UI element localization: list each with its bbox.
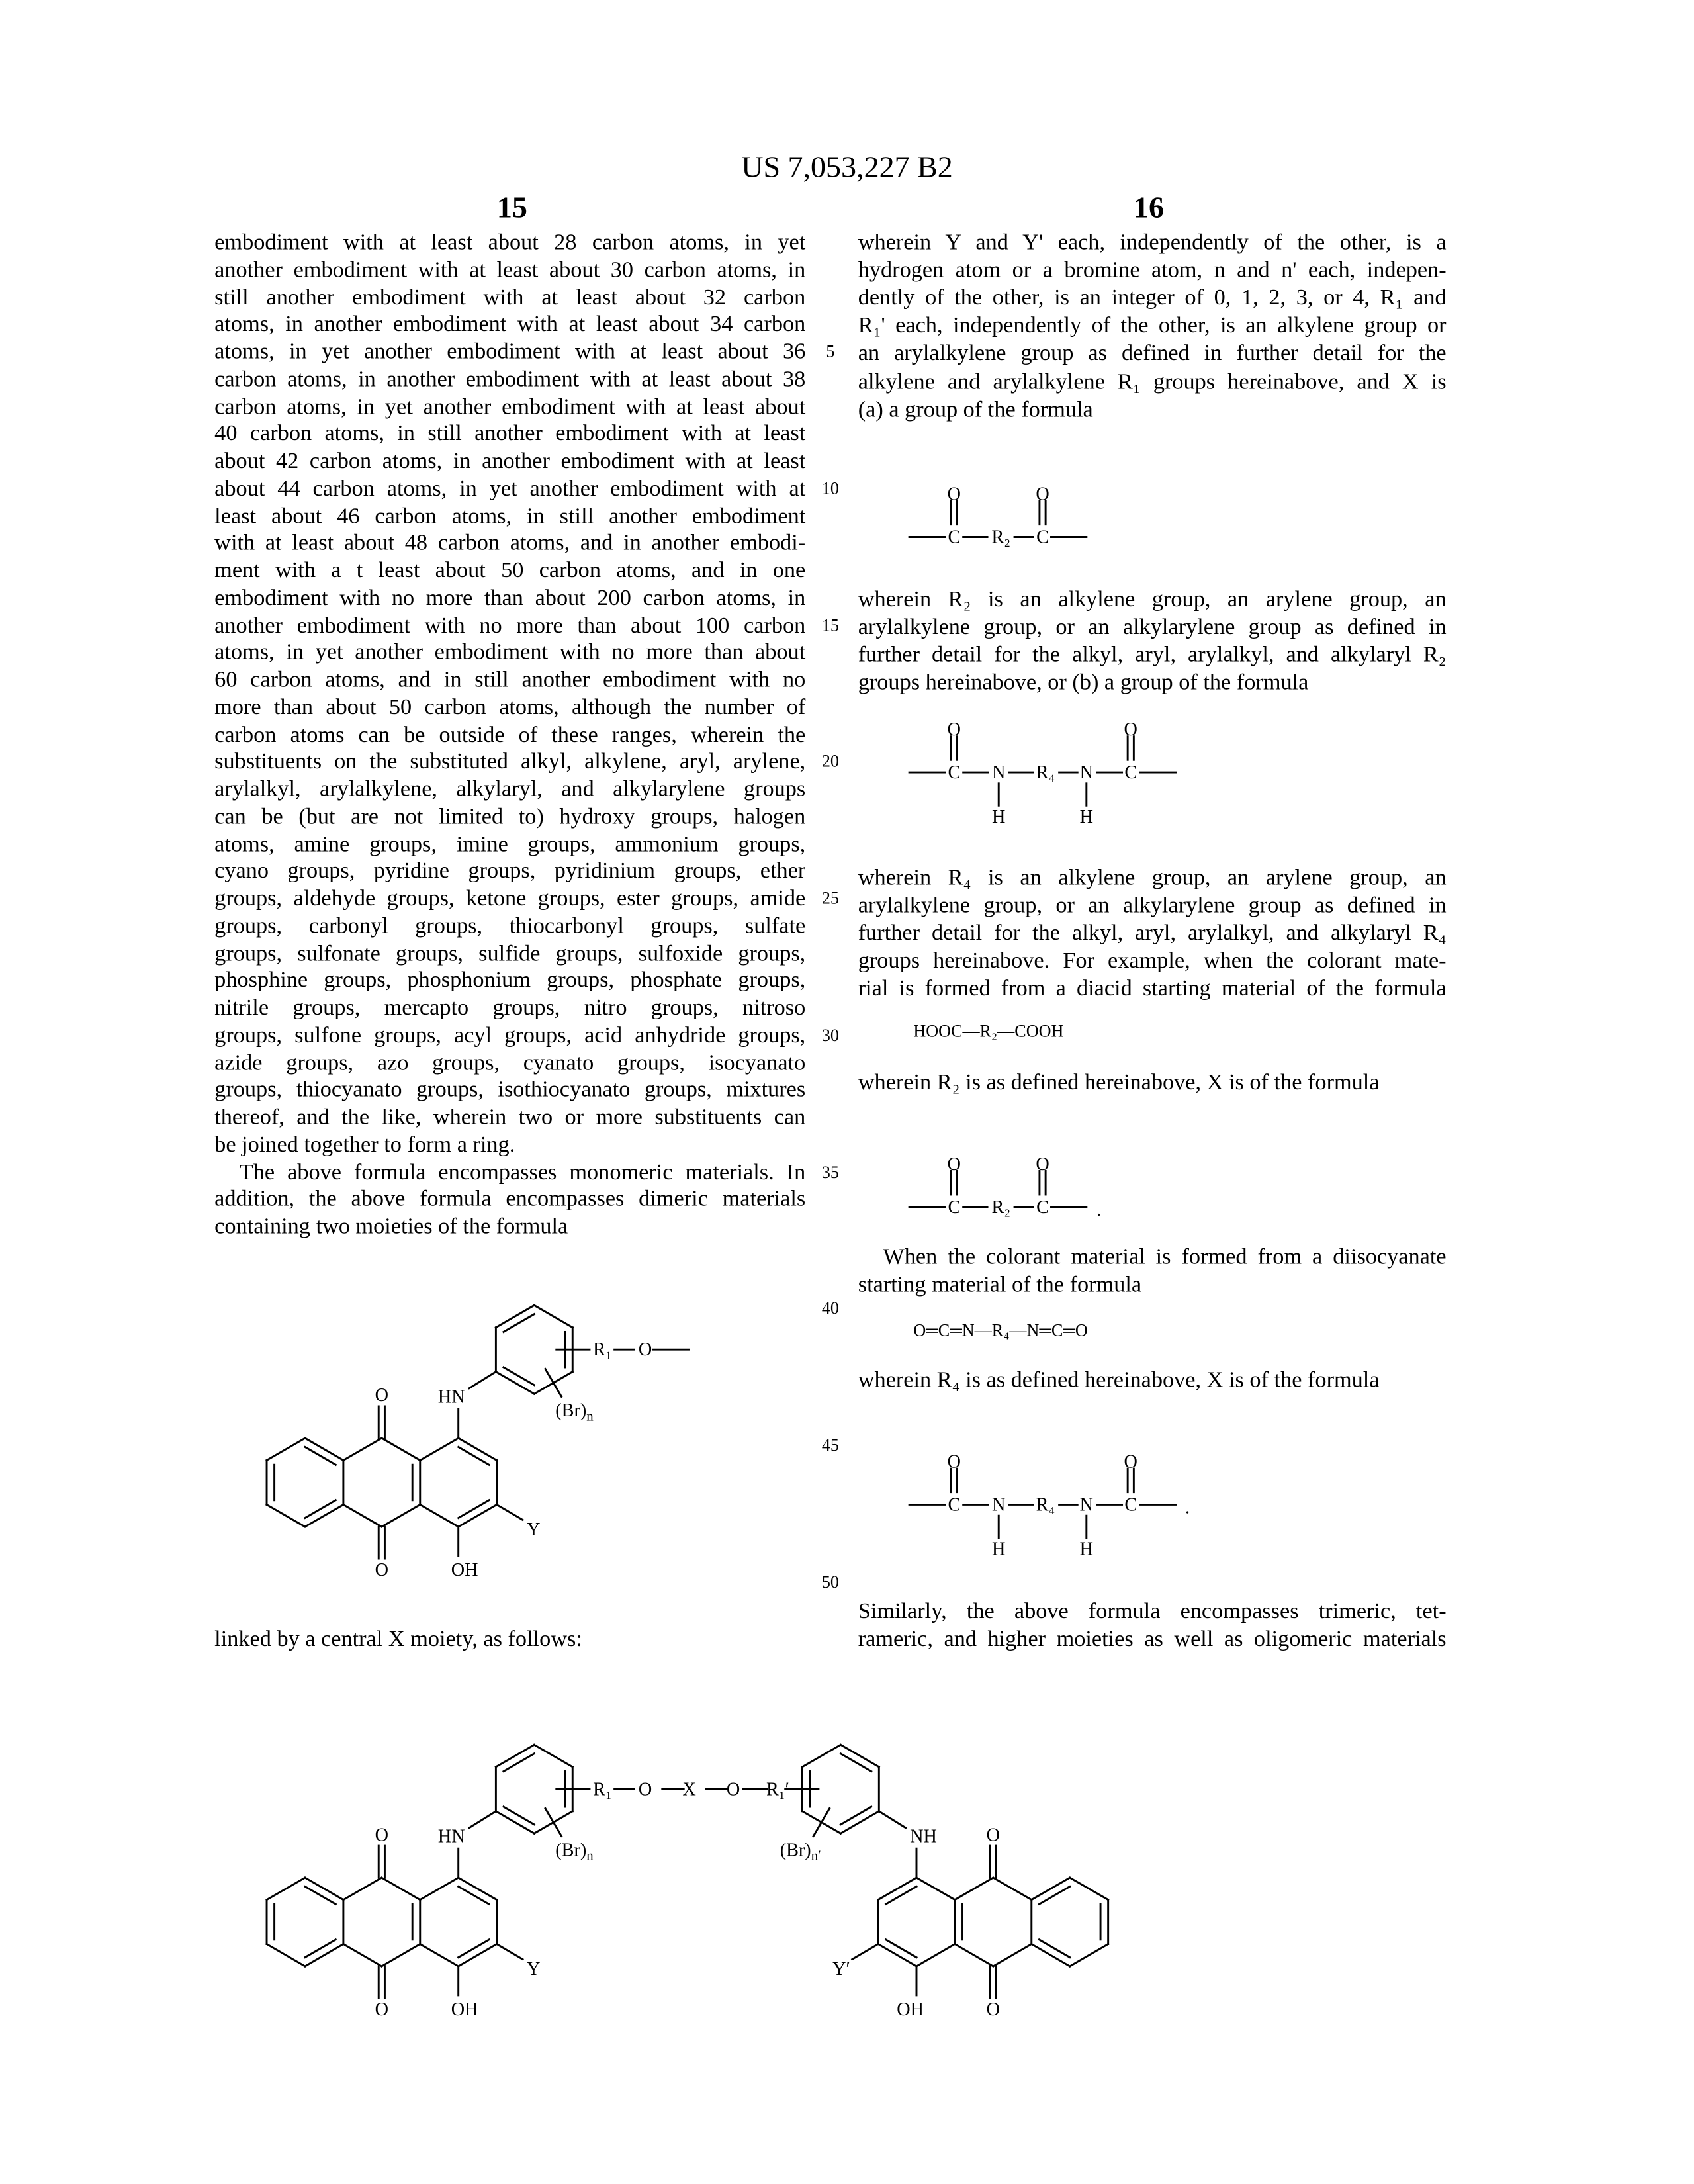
text-line: atoms, amine groups, imine groups, ammonium groups, xyxy=(214,830,805,858)
x-moiety-label-text: X xyxy=(682,1779,695,1799)
r1-prime-label xyxy=(766,1779,789,1799)
double-bond-line xyxy=(459,1447,489,1465)
ring-bond xyxy=(420,1944,459,1966)
text-line: R₁' each, independently of the other, is an alkylene group or xyxy=(858,312,1447,340)
text-line: groups, carbonyl groups, thiocarbonyl groups, sulfate xyxy=(214,912,805,940)
hydrogen-label-text: H xyxy=(992,1539,1005,1559)
r1-label xyxy=(593,1340,612,1360)
line-number: 5 xyxy=(826,342,834,361)
double-bond-line xyxy=(305,1500,335,1518)
carbon-label xyxy=(948,1197,960,1217)
text-line: 60 carbon atoms, and in still another embodiment with no xyxy=(214,666,805,694)
r4-label xyxy=(1036,1494,1055,1515)
text-line: arylalkylene group, or an alkylarylene group as defined in xyxy=(858,891,1447,919)
text-line: carbon atoms, in another embodiment with at least about 38 xyxy=(214,365,805,393)
text-line: cyano groups, pyridine groups, pyridinium groups, ether xyxy=(214,857,805,885)
bromine-label-text: (Br) xyxy=(555,1400,586,1421)
text-line: rameric, and higher moieties as well as oligomeric materials xyxy=(858,1625,1447,1653)
carbonyl-oxygen-label-text: O xyxy=(987,1825,1000,1845)
bromine-bond xyxy=(813,1809,829,1837)
carbonyl-oxygen-label-text: O xyxy=(948,719,961,740)
right-page-number: 16 xyxy=(1134,190,1164,226)
text-line: wherein R₂ is an alkylene group, an arylene group, an xyxy=(858,586,1447,614)
ether-oxygen-label xyxy=(639,1340,652,1360)
r2-label-text: R₂ xyxy=(991,1197,1010,1217)
ring-bond xyxy=(267,1878,305,1899)
text-line: carbon atoms, in yet another embodiment with at least about xyxy=(214,392,805,420)
double-bond-line xyxy=(886,1887,916,1905)
bromine-label-subscript: n xyxy=(586,1408,594,1424)
carbon-label xyxy=(1036,1197,1049,1217)
text-line: wherein R₄ is an alkylene group, an arylene group, an xyxy=(858,864,1447,891)
text-line: substituents on the substituted alkyl, alkylene, aryl, arylene, xyxy=(214,748,805,776)
bromine-bond xyxy=(545,1809,561,1837)
nitrogen-label xyxy=(1080,1494,1093,1515)
text-line: addition, the above formula encompasses dimeric materials xyxy=(214,1185,805,1213)
carbon-label-text: C xyxy=(1036,1197,1049,1217)
text-line: groups, aldehyde groups, ketone groups, ester groups, amide xyxy=(214,884,805,912)
r2-label xyxy=(991,1197,1010,1217)
ring-bond xyxy=(955,1878,993,1899)
carbon-label-text: C xyxy=(948,1494,960,1515)
text-line: atoms, in yet another embodiment with no more than about xyxy=(214,639,805,666)
text-line: groups hereinabove. For example, when the colorant mate- xyxy=(858,947,1447,975)
line-number: 15 xyxy=(822,615,839,635)
double-bond-line xyxy=(504,1314,534,1332)
amine-label-text: HN xyxy=(438,1387,465,1407)
ring-bond xyxy=(267,1504,305,1526)
y-substituent-label-text: Y′ xyxy=(832,1959,850,1979)
carbon-label xyxy=(1036,527,1049,547)
carbon-label xyxy=(948,762,960,783)
text-line: ment with a t least about 50 carbon atoms, and in one xyxy=(214,557,805,584)
line-number: 45 xyxy=(822,1435,839,1455)
r4-label-text: R₄ xyxy=(1036,762,1055,783)
carbonyl-oxygen-label xyxy=(375,1999,388,2019)
text-line: The above formula encompasses monomeric materials. In xyxy=(214,1158,805,1186)
ring-bond xyxy=(382,1944,420,1966)
text-line: nitrile groups, mercapto groups, nitro groups, nitroso xyxy=(214,994,805,1022)
carbonyl-oxygen-label xyxy=(987,1999,1000,2019)
ring-bond xyxy=(1070,1878,1108,1899)
bromine-label-text: (Br) xyxy=(780,1840,811,1860)
bromine-label-text: (Br) xyxy=(555,1840,586,1860)
text-line: wherein Y and Y' each, independently of the other, is a xyxy=(858,228,1447,256)
carbonyl-oxygen-label xyxy=(987,1825,1000,1845)
text-line: phosphine groups, phosphonium groups, phosphate groups, xyxy=(214,966,805,994)
text-line: further detail for the alkyl, aryl, arylalkyl, and alkylaryl R₂ xyxy=(858,641,1447,669)
hydrogen-label-text: H xyxy=(1080,1539,1093,1559)
ring-bond xyxy=(420,1504,459,1526)
carbonyl-oxygen-label-text: O xyxy=(1036,484,1049,504)
amine-label xyxy=(910,1826,937,1846)
text-line: arylalkyl, arylalkylene, alkylaryl, and alkylarylene groups xyxy=(214,775,805,803)
carbonyl-oxygen-label-text: O xyxy=(375,1825,388,1845)
carbonyl-oxygen-label xyxy=(948,1451,961,1472)
text-line: about 42 carbon atoms, in another embodiment with at least xyxy=(214,447,805,475)
patent-number: US 7,053,227 B2 xyxy=(741,150,953,185)
ring-bond xyxy=(534,1745,572,1766)
ring-bond xyxy=(343,1438,382,1460)
ring-bond xyxy=(916,1878,955,1899)
nitrogen-label xyxy=(992,762,1005,783)
text-line: 40 carbon atoms, in still another embodiment with at least xyxy=(214,420,805,447)
text-line: atoms, in yet another embodiment with at least about 36 xyxy=(214,338,805,365)
ether-oxygen-label-text: O xyxy=(639,1779,652,1799)
y-substituent-label-text: Y xyxy=(527,1959,540,1979)
carbonyl-oxygen-label-text: O xyxy=(948,1451,961,1472)
nitrogen-label xyxy=(992,1494,1005,1515)
hydroxyl-label xyxy=(451,1559,478,1580)
nitrogen-label xyxy=(1080,762,1093,783)
double-bond-line xyxy=(504,1367,534,1385)
text-line: (a) a group of the formula xyxy=(858,395,1447,423)
chemical-structures xyxy=(0,0,1694,2184)
hydroxyl-label xyxy=(451,1999,478,2019)
ring-bond xyxy=(916,1944,955,1966)
text-line: arylalkylene group, or an alkylarylene group as defined in xyxy=(858,614,1447,641)
amine-label xyxy=(438,1826,465,1846)
y-substituent-label xyxy=(527,1520,540,1540)
carbonyl-oxygen-label xyxy=(375,1825,388,1845)
text-line: Similarly, the above formula encompasses trimeric, tet- xyxy=(858,1598,1447,1625)
bromine-label xyxy=(555,1400,594,1424)
ether-oxygen-label xyxy=(639,1779,652,1799)
text-line: another embodiment with at least about 30 carbon atoms, in xyxy=(214,255,805,283)
text-line: with at least about 48 carbon atoms, and in another embodi- xyxy=(214,529,805,557)
hydrogen-label xyxy=(1080,806,1093,827)
amine-label xyxy=(438,1387,465,1407)
bromine-label-subscript: n xyxy=(586,1848,594,1864)
text-line: embodiment with at least about 28 carbon atoms, in yet xyxy=(214,228,805,256)
double-bond-line xyxy=(459,1887,489,1905)
r2-label-text: R₂ xyxy=(991,527,1010,547)
carbon-label-text: C xyxy=(1124,1494,1137,1515)
ring-bond xyxy=(382,1504,420,1526)
amine-phenyl-bond xyxy=(469,1372,496,1388)
double-bond-line xyxy=(840,1754,871,1772)
hydrogen-label-text: H xyxy=(1080,806,1093,827)
r4-label-text: R₄ xyxy=(1036,1494,1055,1515)
carbonyl-oxygen-label xyxy=(948,1154,961,1174)
hydroxyl-label xyxy=(897,1999,924,2019)
carbon-label xyxy=(1124,762,1137,783)
carbon-label-text: C xyxy=(1124,762,1137,783)
ring-bond xyxy=(343,1504,382,1526)
r2-label xyxy=(991,527,1010,547)
y-bond xyxy=(852,1944,878,1960)
text-line: can be (but are not limited to) hydroxy groups, halogen xyxy=(214,803,805,831)
diacid-formula: HOOC—R₂—COOH xyxy=(913,1020,1063,1042)
carbonyl-oxygen-label-text: O xyxy=(1124,1451,1137,1472)
double-bond-line xyxy=(504,1754,534,1772)
line-number: 50 xyxy=(822,1572,839,1591)
text-line: embodiment with no more than about 200 carbon atoms, in xyxy=(214,584,805,612)
text-line: carbon atoms can be outside of these ranges, wherein the xyxy=(214,721,805,749)
diisocyanate-formula: O═C═N—R₄—N═C═O xyxy=(913,1319,1087,1341)
carbon-label-text: C xyxy=(948,527,960,547)
carbonyl-oxygen-label-text: O xyxy=(948,484,961,504)
text-line: When the colorant material is formed from a diisocyanate xyxy=(858,1243,1447,1271)
double-bond-line xyxy=(305,1887,335,1905)
ring-bond xyxy=(1070,1944,1108,1966)
ring-bond xyxy=(420,1878,459,1899)
y-substituent-label xyxy=(832,1959,850,1979)
amine-label-text: NH xyxy=(910,1826,937,1846)
ring-bond xyxy=(993,1878,1032,1899)
carbonyl-oxygen-label xyxy=(1036,484,1049,504)
r1-label xyxy=(593,1779,612,1799)
double-bond-line xyxy=(459,1940,489,1958)
ring-bond xyxy=(802,1745,840,1766)
ring-bond xyxy=(955,1944,993,1966)
text-line: hydrogen atom or a bromine atom, n and n' each, indepen- xyxy=(858,256,1447,284)
text-line: wherein R₂ is as defined hereinabove, X is of the formula xyxy=(858,1069,1447,1097)
patent-page xyxy=(0,0,1694,2184)
text-line: groups, thiocyanato groups, isothiocyanato groups, mixtures xyxy=(214,1076,805,1104)
text-line: still another embodiment with at least about 32 carbon xyxy=(214,283,805,311)
ring-bond xyxy=(993,1944,1032,1966)
ether-oxygen-label-text: O xyxy=(727,1779,740,1799)
period xyxy=(1096,1199,1101,1220)
carbon-label-text: C xyxy=(948,1197,960,1217)
hydroxyl-label-text: OH xyxy=(451,1559,478,1580)
carbonyl-oxygen-label xyxy=(948,719,961,740)
carbonyl-oxygen-label xyxy=(1124,719,1137,740)
ring-bond xyxy=(343,1944,382,1966)
linked-by-text: linked by a central X moiety, as follows: xyxy=(214,1625,805,1653)
hydrogen-label xyxy=(992,1539,1005,1559)
period-text: . xyxy=(1185,1497,1190,1518)
carbonyl-oxygen-label-text: O xyxy=(987,1999,1000,2019)
double-bond-line xyxy=(1039,1887,1069,1905)
text-line: containing two moieties of the formula xyxy=(214,1212,805,1240)
line-number: 10 xyxy=(822,478,839,498)
nitrogen-label-text: N xyxy=(992,762,1005,783)
text-line: further detail for the alkyl, aryl, arylalkyl, and alkylaryl R₄ xyxy=(858,919,1447,947)
ether-oxygen-label-text: O xyxy=(639,1340,652,1360)
text-line: wherein R₄ is as defined hereinabove, X is of the formula xyxy=(858,1366,1447,1394)
text-line: groups, sulfone groups, acyl groups, acid anhydride groups, xyxy=(214,1021,805,1049)
carbonyl-oxygen-label xyxy=(375,1559,388,1580)
text-line: dently of the other, is an integer of 0, 1, 2, 3, or 4, R₁ and xyxy=(858,284,1447,312)
text-line: thereof, and the like, wherein two or more substituents can xyxy=(214,1103,805,1131)
line-number: 25 xyxy=(822,889,839,908)
text-line: least about 46 carbon atoms, in still another embodiment xyxy=(214,502,805,529)
carbonyl-oxygen-label-text: O xyxy=(375,1385,388,1406)
double-bond-line xyxy=(305,1447,335,1465)
hydrogen-label xyxy=(992,806,1005,827)
r1-label-text: R₁ xyxy=(593,1340,612,1360)
r1-label-text: R₁ xyxy=(593,1779,612,1799)
hydroxyl-label-text: OH xyxy=(897,1999,924,2019)
ring-bond xyxy=(534,1305,572,1327)
y-substituent-label xyxy=(527,1959,540,1979)
text-line: about 44 carbon atoms, in yet another embodiment with at xyxy=(214,475,805,502)
y-bond xyxy=(497,1944,523,1960)
text-line: starting material of the formula xyxy=(858,1271,1447,1298)
double-bond-line xyxy=(840,1807,871,1825)
ether-oxygen-label xyxy=(727,1779,740,1799)
text-line: atoms, in another embodiment with at least about 34 carbon xyxy=(214,310,805,338)
hydrogen-label-text: H xyxy=(992,806,1005,827)
text-line: azide groups, azo groups, cyanato groups, isocyanato xyxy=(214,1048,805,1076)
carbonyl-oxygen-label-text: O xyxy=(375,1559,388,1580)
amine-phenyl-bond xyxy=(469,1811,496,1828)
line-number: 30 xyxy=(822,1025,839,1044)
r1-prime-label-text: R₁′ xyxy=(766,1779,789,1799)
y-bond xyxy=(497,1504,523,1520)
carbonyl-oxygen-label xyxy=(1124,1451,1137,1472)
left-page-number: 15 xyxy=(497,190,527,226)
carbonyl-oxygen-label xyxy=(948,484,961,504)
bromine-label-subscript: n′ xyxy=(811,1848,821,1864)
hydrogen-label xyxy=(1080,1539,1093,1559)
text-line: be joined together to form a ring. xyxy=(214,1130,805,1158)
bromine-bond xyxy=(545,1369,561,1396)
carbon-label-text: C xyxy=(948,762,960,783)
double-bond-line xyxy=(459,1500,489,1518)
y-substituent-label-text: Y xyxy=(527,1520,540,1540)
text-line: alkylene and arylalkylene R₁ groups hereinabove, and X is xyxy=(858,367,1447,395)
x-moiety-label xyxy=(682,1779,695,1799)
nitrogen-label-text: N xyxy=(992,1494,1005,1515)
carbonyl-oxygen-label-text: O xyxy=(1036,1154,1049,1174)
double-bond-line xyxy=(886,1940,916,1958)
text-line: an arylalkylene group as defined in further detail for the xyxy=(858,340,1447,367)
carbonyl-oxygen-label xyxy=(1036,1154,1049,1174)
nitrogen-label-text: N xyxy=(1080,1494,1093,1515)
carbonyl-oxygen-label-text: O xyxy=(375,1999,388,2019)
carbonyl-oxygen-label-text: O xyxy=(948,1154,961,1174)
ring-bond xyxy=(343,1878,382,1899)
carbon-label-text: C xyxy=(1036,527,1049,547)
carbonyl-oxygen-label-text: O xyxy=(1124,719,1137,740)
bromine-label xyxy=(555,1840,594,1864)
text-line: rial is formed from a diacid starting material of the formula xyxy=(858,975,1447,1003)
ring-bond xyxy=(382,1878,420,1899)
nitrogen-label-text: N xyxy=(1080,762,1093,783)
carbon-label xyxy=(948,527,960,547)
ring-bond xyxy=(267,1944,305,1966)
line-number: 40 xyxy=(822,1298,839,1318)
carbon-label xyxy=(1124,1494,1137,1515)
period-text: . xyxy=(1096,1199,1101,1220)
text-line: more than about 50 carbon atoms, although the number of xyxy=(214,693,805,721)
double-bond-line xyxy=(305,1940,335,1958)
ring-bond xyxy=(382,1438,420,1460)
hydroxyl-label-text: OH xyxy=(451,1999,478,2019)
text-line: another embodiment with no more than about 100 carbon xyxy=(214,611,805,639)
r4-label xyxy=(1036,762,1055,783)
ring-bond xyxy=(267,1438,305,1460)
text-line: groups hereinabove, or (b) a group of the formula xyxy=(858,669,1447,697)
text-line: groups, sulfonate groups, sulfide groups, sulfoxide groups, xyxy=(214,939,805,967)
double-bond-line xyxy=(504,1807,534,1825)
carbonyl-oxygen-label xyxy=(375,1385,388,1406)
bromine-label xyxy=(780,1840,821,1864)
amine-phenyl-bond xyxy=(879,1811,905,1828)
amine-label-text: HN xyxy=(438,1826,465,1846)
double-bond-line xyxy=(1039,1940,1069,1958)
ring-bond xyxy=(420,1438,459,1460)
line-number: 35 xyxy=(822,1162,839,1181)
line-number: 20 xyxy=(822,752,839,771)
period xyxy=(1185,1497,1190,1518)
carbon-label xyxy=(948,1494,960,1515)
